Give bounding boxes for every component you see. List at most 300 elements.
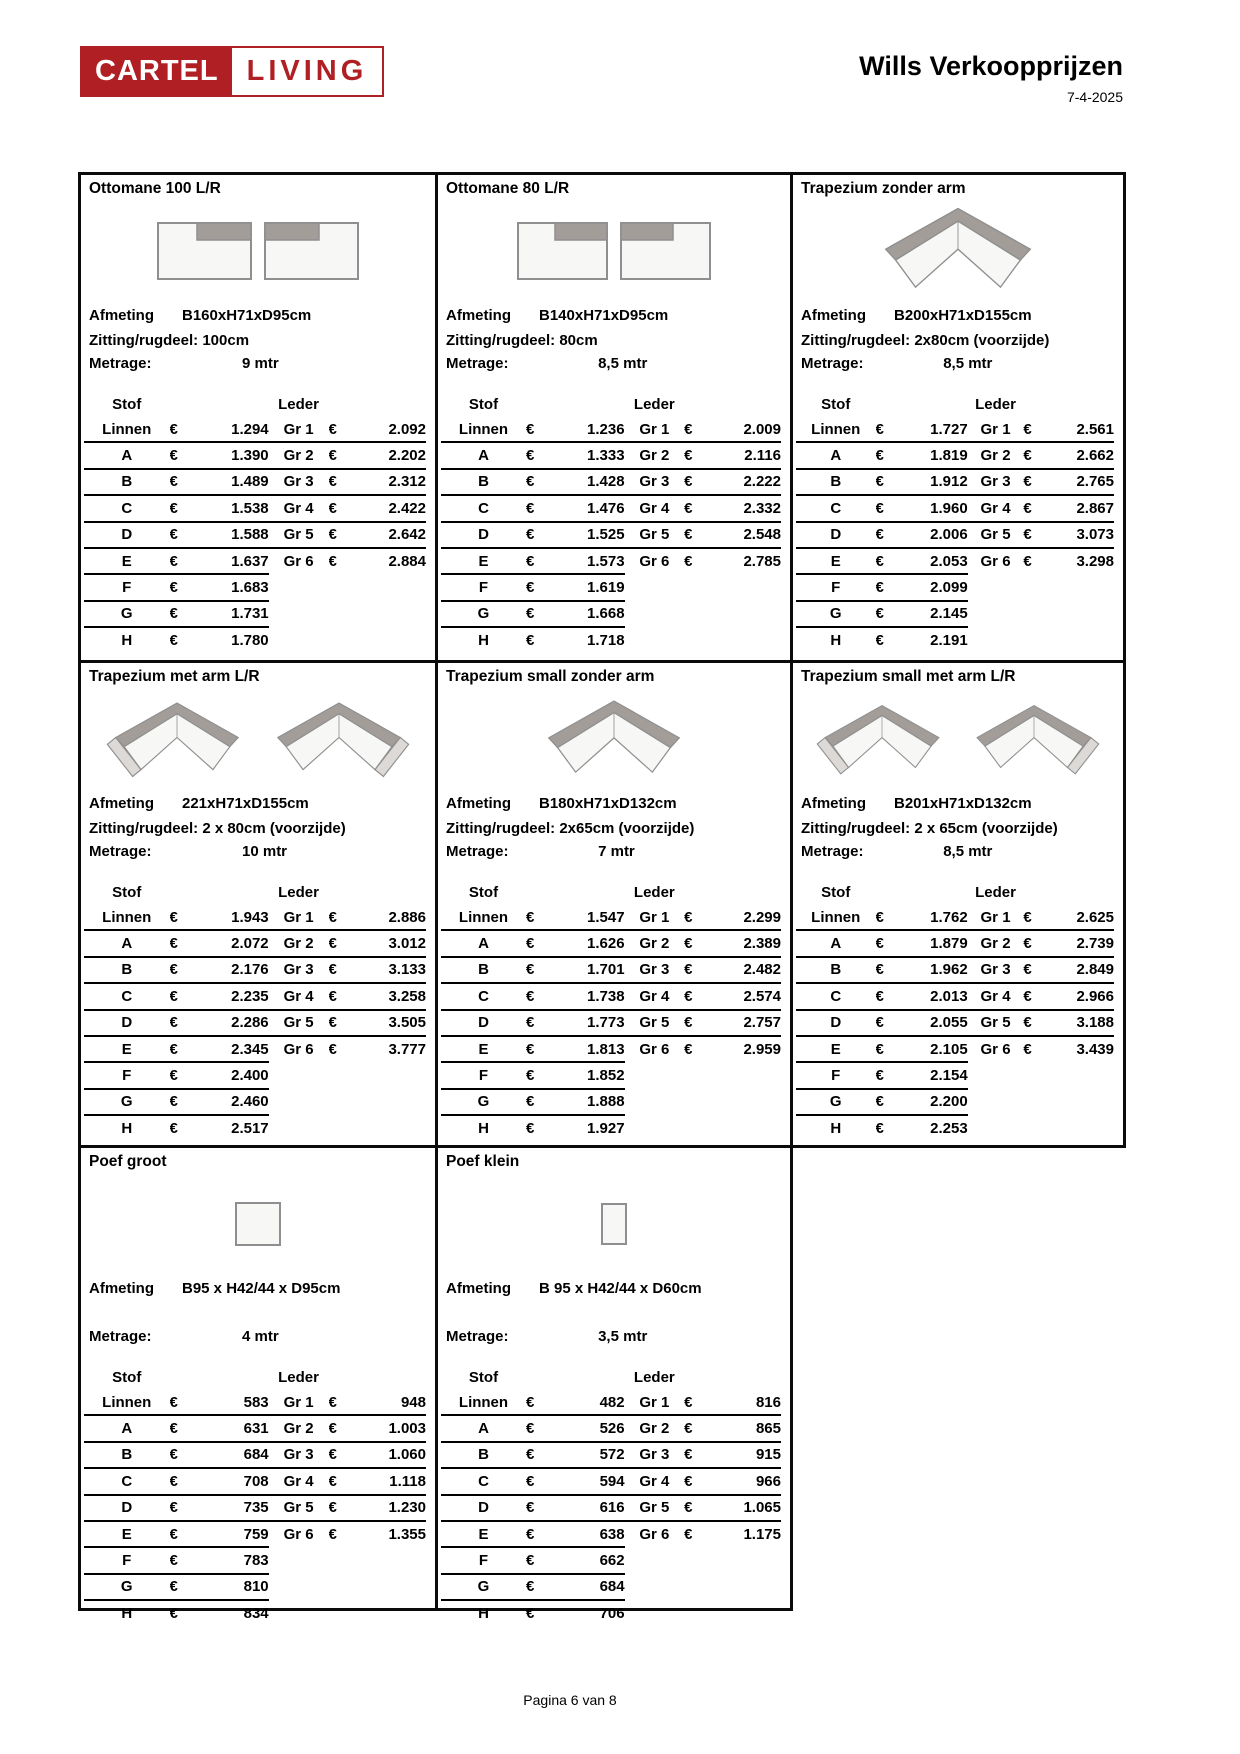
leder-currency: € bbox=[1023, 1041, 1032, 1059]
leder-label: Gr 2 bbox=[269, 1415, 329, 1441]
leder-price: 3.298 bbox=[1076, 553, 1114, 571]
stof-label: G bbox=[441, 1574, 526, 1600]
leder-label: Gr 1 bbox=[269, 417, 329, 442]
leder-currency: € bbox=[1023, 522, 1055, 548]
price-table bbox=[441, 879, 781, 1141]
price-row bbox=[796, 627, 1114, 652]
stof-currency: € bbox=[170, 905, 204, 930]
price-row bbox=[441, 627, 781, 652]
stof-header: Stof bbox=[468, 883, 499, 901]
price-row bbox=[796, 1062, 1114, 1088]
price-row bbox=[441, 905, 781, 930]
stof-price: 1.701 bbox=[560, 957, 625, 983]
leder-currency: € bbox=[684, 905, 718, 930]
price-row bbox=[441, 1442, 781, 1468]
poef-diagram bbox=[234, 1201, 282, 1247]
leder-label: Gr 1 bbox=[968, 417, 1024, 442]
leder-currency: € bbox=[329, 495, 363, 521]
stof-price: 684 bbox=[560, 1574, 625, 1600]
stof-price: 2.006 bbox=[907, 522, 967, 548]
stof-currency: € bbox=[169, 1119, 178, 1137]
leder-empty bbox=[269, 627, 329, 652]
stof-label: F bbox=[84, 574, 170, 600]
product-card-ottomane-80 bbox=[435, 172, 793, 663]
spacer bbox=[170, 391, 204, 417]
price-table bbox=[796, 879, 1114, 1141]
leder-label: Gr 1 bbox=[269, 905, 329, 930]
price-row bbox=[84, 417, 426, 442]
price-row bbox=[441, 495, 781, 521]
price-row bbox=[796, 1010, 1114, 1036]
metrage-label: Metrage: bbox=[801, 355, 864, 372]
stof-price: 810 bbox=[204, 1574, 269, 1600]
leder-empty bbox=[625, 1115, 685, 1140]
stof-price: 1.731 bbox=[204, 601, 269, 627]
stof-currency: € bbox=[170, 442, 204, 468]
leder-empty bbox=[1055, 1115, 1114, 1140]
stof-price: 2.235 bbox=[204, 983, 269, 1009]
stof-currency: € bbox=[170, 1062, 204, 1088]
stof-price: 2.145 bbox=[907, 601, 967, 627]
stof-label: G bbox=[441, 1089, 526, 1115]
stof-price: 1.626 bbox=[560, 930, 625, 956]
trapezium-diagram bbox=[869, 204, 1047, 298]
stof-price: 2.286 bbox=[204, 1010, 269, 1036]
leder-label: Gr 2 bbox=[968, 442, 1024, 468]
stof-currency: € bbox=[876, 983, 908, 1009]
spacer bbox=[1023, 879, 1055, 905]
stof-currency: € bbox=[876, 442, 908, 468]
stof-price: 2.176 bbox=[204, 957, 269, 983]
stof-header: Stof bbox=[468, 1368, 499, 1386]
price-row bbox=[441, 522, 781, 548]
leder-empty bbox=[968, 1089, 1024, 1115]
stof-price: 706 bbox=[599, 1604, 625, 1622]
price-row bbox=[441, 1495, 781, 1521]
stof-label: C bbox=[84, 495, 170, 521]
stof-price: 2.013 bbox=[907, 983, 967, 1009]
leder-empty bbox=[269, 1089, 329, 1115]
stof-label: D bbox=[84, 522, 170, 548]
price-row bbox=[84, 1115, 426, 1140]
afmeting-label: Afmeting bbox=[446, 1280, 511, 1297]
leder-label: Gr 4 bbox=[968, 495, 1024, 521]
leder-price: 2.299 bbox=[718, 905, 781, 930]
zitting-line: Zitting/rugdeel: 2x65cm (voorzijde) bbox=[446, 820, 695, 837]
stof-label: G bbox=[84, 1089, 170, 1115]
product-diagram bbox=[438, 201, 790, 301]
price-row bbox=[84, 548, 426, 574]
spacer bbox=[560, 879, 625, 905]
zitting-line: Zitting/rugdeel: 2 x 65cm (voorzijde) bbox=[801, 820, 1058, 837]
price-row bbox=[84, 930, 426, 956]
price-row bbox=[796, 495, 1114, 521]
leder-empty bbox=[329, 1089, 363, 1115]
price-row bbox=[84, 1415, 426, 1441]
stof-price: 638 bbox=[560, 1521, 625, 1547]
stof-price: 759 bbox=[204, 1521, 269, 1547]
stof-price: 1.573 bbox=[560, 548, 625, 574]
price-row bbox=[84, 1547, 426, 1573]
stof-currency: € bbox=[526, 1442, 560, 1468]
stof-price: 1.538 bbox=[204, 495, 269, 521]
trapezium-diagram bbox=[102, 699, 252, 779]
price-row bbox=[441, 983, 781, 1009]
stof-currency: € bbox=[526, 1119, 535, 1137]
leder-empty bbox=[968, 1115, 1024, 1140]
leder-label: Gr 4 bbox=[625, 495, 685, 521]
stof-header: Stof bbox=[112, 395, 142, 413]
leder-empty bbox=[968, 627, 1024, 652]
metrage-line bbox=[446, 355, 784, 372]
stof-label: E bbox=[84, 548, 170, 574]
stof-label: G bbox=[84, 601, 170, 627]
price-row bbox=[84, 1089, 426, 1115]
afmeting-label: Afmeting bbox=[89, 1280, 154, 1297]
afmeting-label: Afmeting bbox=[446, 795, 511, 812]
leder-price: 2.959 bbox=[743, 1041, 781, 1059]
spacer bbox=[1055, 391, 1114, 417]
stof-price: 708 bbox=[204, 1468, 269, 1494]
stof-price: 1.525 bbox=[560, 522, 625, 548]
stof-label: E bbox=[796, 548, 876, 574]
product-diagram bbox=[438, 689, 790, 789]
stof-price: 2.053 bbox=[907, 548, 967, 574]
leder-empty bbox=[684, 627, 718, 652]
price-row bbox=[441, 1415, 781, 1441]
stof-currency: € bbox=[170, 930, 204, 956]
stof-currency: € bbox=[169, 631, 178, 649]
leder-price: 2.332 bbox=[718, 495, 781, 521]
price-row bbox=[441, 1390, 781, 1415]
leder-currency: € bbox=[1023, 469, 1055, 495]
leder-currency: € bbox=[684, 553, 693, 571]
stof-price: 526 bbox=[560, 1415, 625, 1441]
leder-label: Gr 4 bbox=[269, 983, 329, 1009]
stof-price: 1.879 bbox=[907, 930, 967, 956]
stof-label: A bbox=[441, 930, 526, 956]
stof-currency: € bbox=[526, 574, 560, 600]
table-header-row bbox=[796, 391, 1114, 417]
leder-label: Gr 6 bbox=[283, 1526, 314, 1544]
price-table bbox=[84, 879, 426, 1141]
leder-empty bbox=[1055, 1089, 1114, 1115]
stof-price: 482 bbox=[560, 1390, 625, 1415]
spacer bbox=[1023, 391, 1055, 417]
ottomane-diagram bbox=[516, 221, 712, 281]
stof-label: E bbox=[441, 548, 526, 574]
leder-empty bbox=[363, 601, 426, 627]
spacer bbox=[526, 1364, 560, 1390]
afmeting-value: B 95 x H42/44 x D60cm bbox=[539, 1280, 702, 1297]
leder-empty bbox=[625, 1062, 685, 1088]
leder-empty bbox=[329, 1062, 363, 1088]
metrage-label: Metrage: bbox=[446, 1328, 509, 1345]
poef-diagram bbox=[600, 1202, 628, 1246]
leder-currency: € bbox=[684, 957, 718, 983]
leder-empty bbox=[968, 1062, 1024, 1088]
leder-price: 1.060 bbox=[363, 1442, 426, 1468]
stof-price: 2.055 bbox=[907, 1010, 967, 1036]
leder-currency: € bbox=[1023, 442, 1055, 468]
metrage-line bbox=[89, 1328, 429, 1345]
stof-currency: € bbox=[170, 469, 204, 495]
leder-currency: € bbox=[1023, 417, 1055, 442]
stof-label: A bbox=[84, 930, 170, 956]
leder-price: 1.118 bbox=[363, 1468, 426, 1494]
stof-label: E bbox=[441, 1521, 526, 1547]
leder-currency: € bbox=[684, 1442, 718, 1468]
stof-price: 2.105 bbox=[907, 1036, 967, 1062]
product-card-poef-groot bbox=[78, 1145, 438, 1622]
leder-currency: € bbox=[329, 930, 363, 956]
leder-price: 2.092 bbox=[363, 417, 426, 442]
leder-price: 1.003 bbox=[363, 1415, 426, 1441]
price-row bbox=[84, 1521, 426, 1547]
stof-label: H bbox=[478, 1119, 489, 1137]
stof-price: 2.400 bbox=[204, 1062, 269, 1088]
leder-currency: € bbox=[1023, 905, 1055, 930]
zitting-line: Zitting/rugdeel: 2x80cm (voorzijde) bbox=[801, 332, 1050, 349]
price-row bbox=[84, 627, 426, 652]
price-row bbox=[84, 495, 426, 521]
stof-currency: € bbox=[526, 1547, 560, 1573]
leder-label: Gr 6 bbox=[639, 1041, 670, 1059]
stof-price: 834 bbox=[243, 1604, 269, 1622]
leder-empty bbox=[625, 1089, 685, 1115]
leder-price: 3.439 bbox=[1076, 1041, 1114, 1059]
stof-currency: € bbox=[876, 1062, 908, 1088]
spacer bbox=[329, 391, 363, 417]
stof-currency: € bbox=[526, 983, 560, 1009]
stof-currency: € bbox=[170, 1574, 204, 1600]
stof-currency: € bbox=[876, 417, 908, 442]
leder-currency: € bbox=[329, 1442, 363, 1468]
leder-empty bbox=[625, 574, 685, 600]
price-row bbox=[441, 1600, 781, 1625]
spacer bbox=[363, 1364, 426, 1390]
metrage-value: 3,5 mtr bbox=[598, 1328, 648, 1345]
cartel-living-logo bbox=[80, 46, 384, 97]
leder-price: 2.884 bbox=[388, 553, 426, 571]
price-row bbox=[441, 1521, 781, 1547]
stof-price: 583 bbox=[204, 1390, 269, 1415]
stof-price: 1.718 bbox=[587, 631, 625, 649]
stof-price: 1.780 bbox=[231, 631, 269, 649]
afmeting-value: B160xH71xD95cm bbox=[182, 307, 312, 324]
spacer bbox=[329, 879, 363, 905]
stof-currency: € bbox=[875, 1119, 884, 1137]
metrage-value: 8,5 mtr bbox=[598, 355, 648, 372]
spacer bbox=[204, 391, 269, 417]
leder-currency: € bbox=[684, 522, 718, 548]
stof-label: H bbox=[121, 631, 133, 649]
stof-label: Linnen bbox=[441, 905, 526, 930]
stof-currency: € bbox=[876, 522, 908, 548]
stof-currency: € bbox=[526, 1390, 560, 1415]
product-card-trapezium-small-arm-pair bbox=[790, 660, 1126, 1148]
leder-label: Gr 6 bbox=[639, 1526, 670, 1544]
leder-empty bbox=[329, 627, 363, 652]
stof-currency: € bbox=[170, 957, 204, 983]
price-row bbox=[84, 1062, 426, 1088]
stof-price: 1.668 bbox=[560, 601, 625, 627]
leder-empty bbox=[1055, 574, 1114, 600]
spacer bbox=[204, 879, 269, 905]
price-row bbox=[84, 1495, 426, 1521]
stof-label: C bbox=[441, 983, 526, 1009]
price-row bbox=[796, 957, 1114, 983]
stof-label: H bbox=[478, 631, 489, 649]
logo-living-text: LIVING bbox=[232, 48, 383, 95]
stof-currency: € bbox=[170, 983, 204, 1009]
leder-empty bbox=[269, 1600, 329, 1625]
leder-price: 2.625 bbox=[1055, 905, 1114, 930]
afmeting-line bbox=[446, 795, 784, 812]
stof-label: F bbox=[796, 574, 876, 600]
stof-label: G bbox=[796, 601, 876, 627]
stof-label: D bbox=[441, 1495, 526, 1521]
price-row bbox=[796, 548, 1114, 574]
spacer bbox=[684, 879, 718, 905]
stof-price: 1.852 bbox=[560, 1062, 625, 1088]
leder-label: Gr 1 bbox=[625, 417, 685, 442]
leder-empty bbox=[1055, 601, 1114, 627]
leder-empty bbox=[968, 574, 1024, 600]
metrage-line bbox=[446, 843, 784, 860]
price-row bbox=[441, 417, 781, 442]
price-row bbox=[84, 983, 426, 1009]
metrage-line bbox=[89, 843, 429, 860]
leder-empty bbox=[718, 574, 781, 600]
stof-currency: € bbox=[170, 1442, 204, 1468]
price-row bbox=[441, 1010, 781, 1036]
stof-currency: € bbox=[526, 1415, 560, 1441]
stof-price: 1.333 bbox=[560, 442, 625, 468]
stof-currency: € bbox=[170, 601, 204, 627]
price-grid bbox=[78, 172, 1126, 1622]
stof-currency: € bbox=[170, 1495, 204, 1521]
stof-label: Linnen bbox=[84, 1390, 170, 1415]
trapezium-diagram bbox=[964, 702, 1104, 776]
metrage-label: Metrage: bbox=[801, 843, 864, 860]
leder-empty bbox=[625, 601, 685, 627]
leder-label: Gr 5 bbox=[269, 522, 329, 548]
leder-label: Gr 3 bbox=[625, 469, 685, 495]
leder-price: 2.966 bbox=[1055, 983, 1114, 1009]
leder-price: 2.561 bbox=[1055, 417, 1114, 442]
stof-price: 735 bbox=[204, 1495, 269, 1521]
leder-price: 2.202 bbox=[363, 442, 426, 468]
afmeting-line bbox=[801, 795, 1117, 812]
stof-header: Stof bbox=[112, 883, 142, 901]
leder-empty bbox=[718, 1547, 781, 1573]
leder-price: 2.422 bbox=[363, 495, 426, 521]
leder-currency: € bbox=[684, 1495, 718, 1521]
product-card-trapezium bbox=[790, 172, 1126, 663]
price-row bbox=[84, 469, 426, 495]
metrage-label: Metrage: bbox=[446, 355, 509, 372]
stof-price: 1.727 bbox=[907, 417, 967, 442]
price-row bbox=[441, 548, 781, 574]
spacer bbox=[718, 391, 781, 417]
stof-label: D bbox=[796, 522, 876, 548]
stof-label: D bbox=[84, 1010, 170, 1036]
stof-label: G bbox=[84, 1574, 170, 1600]
leder-empty bbox=[1023, 1062, 1055, 1088]
leder-currency: € bbox=[329, 1010, 363, 1036]
stof-label: G bbox=[441, 601, 526, 627]
spacer bbox=[876, 391, 908, 417]
document-date: 7-4-2025 bbox=[1066, 88, 1123, 105]
leder-empty bbox=[718, 1089, 781, 1115]
product-card-ottomane-100 bbox=[78, 172, 438, 663]
price-row bbox=[796, 1115, 1114, 1140]
leder-price: 2.009 bbox=[718, 417, 781, 442]
stof-currency: € bbox=[170, 1036, 204, 1062]
leder-currency: € bbox=[329, 522, 363, 548]
afmeting-line bbox=[89, 795, 429, 812]
leder-label: Gr 5 bbox=[625, 1495, 685, 1521]
stof-currency: € bbox=[170, 417, 204, 442]
stof-currency: € bbox=[170, 1468, 204, 1494]
page-title: Wills Verkoopprijzen bbox=[859, 51, 1123, 81]
leder-price: 865 bbox=[718, 1415, 781, 1441]
stof-price: 2.072 bbox=[204, 930, 269, 956]
stof-price: 2.191 bbox=[930, 631, 968, 649]
afmeting-label: Afmeting bbox=[801, 307, 866, 324]
leder-label: Gr 3 bbox=[968, 957, 1024, 983]
leder-currency: € bbox=[328, 1041, 337, 1059]
stof-label: A bbox=[796, 930, 876, 956]
table-header-row bbox=[441, 391, 781, 417]
spacer bbox=[560, 391, 625, 417]
stof-label: H bbox=[121, 1604, 133, 1622]
price-row bbox=[441, 442, 781, 468]
price-row bbox=[796, 601, 1114, 627]
stof-currency: € bbox=[876, 1089, 908, 1115]
leder-empty bbox=[684, 1574, 718, 1600]
leder-currency: € bbox=[1023, 930, 1055, 956]
leder-price: 2.574 bbox=[718, 983, 781, 1009]
afmeting-line bbox=[446, 307, 784, 324]
stof-header: Stof bbox=[821, 883, 851, 901]
leder-label: Gr 6 bbox=[283, 1041, 314, 1059]
stof-price: 1.637 bbox=[204, 548, 269, 574]
product-diagram bbox=[81, 1174, 435, 1274]
stof-currency: € bbox=[876, 930, 908, 956]
price-row bbox=[84, 601, 426, 627]
stof-label: F bbox=[84, 1547, 170, 1573]
stof-price: 1.738 bbox=[560, 983, 625, 1009]
stof-price: 1.762 bbox=[907, 905, 967, 930]
stof-label: B bbox=[441, 957, 526, 983]
stof-label: D bbox=[796, 1010, 876, 1036]
stof-label: B bbox=[84, 469, 170, 495]
product-diagram bbox=[793, 201, 1123, 301]
leder-price: 1.065 bbox=[718, 1495, 781, 1521]
price-row bbox=[441, 601, 781, 627]
leder-empty bbox=[329, 1600, 363, 1625]
product-diagram bbox=[81, 201, 435, 301]
stof-label: B bbox=[796, 957, 876, 983]
afmeting-label: Afmeting bbox=[446, 307, 511, 324]
stof-currency: € bbox=[170, 574, 204, 600]
stof-header: Stof bbox=[468, 395, 499, 413]
leder-header: Leder bbox=[633, 395, 675, 413]
product-title: Trapezium small met arm L/R bbox=[801, 668, 1016, 685]
stof-currency: € bbox=[526, 1089, 560, 1115]
